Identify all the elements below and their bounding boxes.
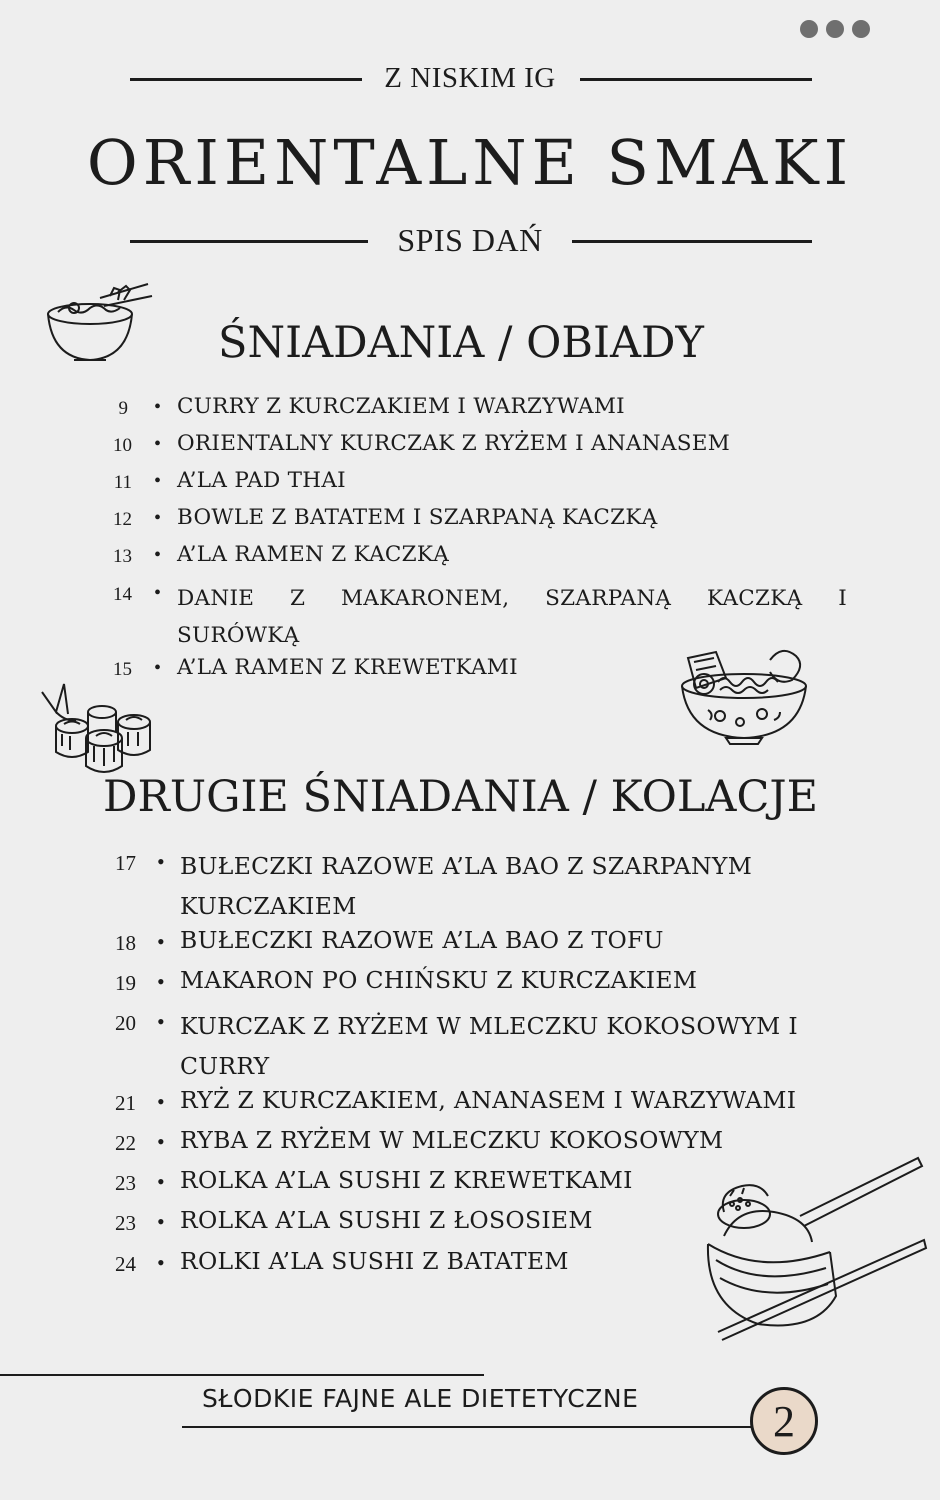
footer-rule-top xyxy=(0,1374,484,1376)
list-item: CURRY Z KURCZAKIEM I WARZYWAMI xyxy=(177,394,625,419)
list-item: DANIE Z MAKARONEM, SZARPANĄ KACZKĄ I SURÓWKĄ xyxy=(177,586,847,648)
bullet: • xyxy=(157,1169,165,1194)
bullet: • xyxy=(157,1129,165,1154)
bullet: • xyxy=(157,969,165,994)
noodle-bowl-icon xyxy=(678,640,812,744)
list-item: ORIENTALNY KURCZAK Z RYŻEM I ANANASEM xyxy=(177,431,731,456)
bullet: • xyxy=(157,1250,165,1275)
list-item: A’LA RAMEN Z KREWETKAMI xyxy=(177,655,518,680)
list-item: RYŻ Z KURCZAKIEM, ANANASEM I WARZYWAMI xyxy=(180,1086,797,1114)
section-heading-second-breakfast-dinner: DRUGIE ŚNIADANIA / KOLACJE xyxy=(103,772,818,822)
list-item-page: 22 xyxy=(115,1131,136,1155)
list-item: ROLKI A’LA SUSHI Z BATATEM xyxy=(180,1247,569,1275)
list-item-page: 14 xyxy=(113,584,132,605)
footer-rule-bottom xyxy=(182,1426,752,1428)
list-item: BOWLE Z BATATEM I SZARPANĄ KACZKĄ xyxy=(177,505,658,530)
ramen-bowl-icon xyxy=(44,284,154,364)
list-item-page: 17 xyxy=(115,851,136,875)
list-item: A’LA RAMEN Z KACZKĄ xyxy=(177,542,450,567)
list-item-page: 20 xyxy=(115,1011,136,1035)
header-kicker: Z NISKIM IG xyxy=(384,62,556,94)
bullet: • xyxy=(154,433,162,455)
bullet: • xyxy=(157,1209,165,1234)
section-heading-breakfast-lunch: ŚNIADANIA / OBIADY xyxy=(218,318,704,368)
list-item: KURCZAK Z RYŻEM W MLECZKU KOKOSOWYM I CURRY xyxy=(180,1012,798,1080)
list-item-page: 21 xyxy=(115,1091,136,1115)
list-item-page: 10 xyxy=(113,435,132,456)
list-item: ROLKA A’LA SUSHI Z KREWETKAMI xyxy=(180,1166,633,1194)
page-title: ORIENTALNE SMAKI xyxy=(86,126,854,199)
bullet: • xyxy=(154,582,162,604)
list-item-page: 11 xyxy=(113,472,132,493)
bullet: • xyxy=(157,929,165,954)
list-item-page: 23 xyxy=(115,1211,136,1235)
bullet: • xyxy=(154,396,162,418)
bullet: • xyxy=(157,1089,165,1114)
list-item-page: 12 xyxy=(113,509,132,530)
bullet: • xyxy=(154,507,162,529)
bullet: • xyxy=(154,657,162,679)
footer-text: SŁODKIE FAJNE ALE DIETETYCZNE xyxy=(202,1384,639,1413)
bullet: • xyxy=(157,849,165,874)
sushi-chopsticks-icon xyxy=(700,1156,926,1342)
list-item-page: 15 xyxy=(113,659,132,680)
list-item-page: 13 xyxy=(113,546,132,567)
list-item: BUŁECZKI RAZOWE A’LA BAO Z TOFU xyxy=(180,926,664,954)
list-item-page: 9 xyxy=(118,398,128,419)
list-item: BUŁECZKI RAZOWE A’LA BAO Z SZARPANYM KURCZAKIEM xyxy=(180,852,753,920)
list-item-page: 19 xyxy=(115,971,136,995)
bullet: • xyxy=(154,470,162,492)
bullet: • xyxy=(154,544,162,566)
page-number-badge: 2 xyxy=(750,1387,818,1455)
sushi-rolls-icon xyxy=(38,682,164,778)
list-item: MAKARON PO CHIŃSKU Z KURCZAKIEM xyxy=(180,966,698,994)
list-item: RYBA Z RYŻEM W MLECZKU KOKOSOWYM xyxy=(180,1126,724,1154)
bullet: • xyxy=(157,1009,165,1034)
list-item-page: 18 xyxy=(115,931,136,955)
list-item: ROLKA A’LA SUSHI Z ŁOSOSIEM xyxy=(180,1206,593,1234)
list-item-page: 24 xyxy=(115,1252,136,1276)
list-item-page: 23 xyxy=(115,1171,136,1195)
more-dots-icon[interactable] xyxy=(800,20,874,40)
list-item: A’LA PAD THAI xyxy=(177,468,346,493)
page-subtitle: SPIS DAŃ xyxy=(397,222,543,258)
